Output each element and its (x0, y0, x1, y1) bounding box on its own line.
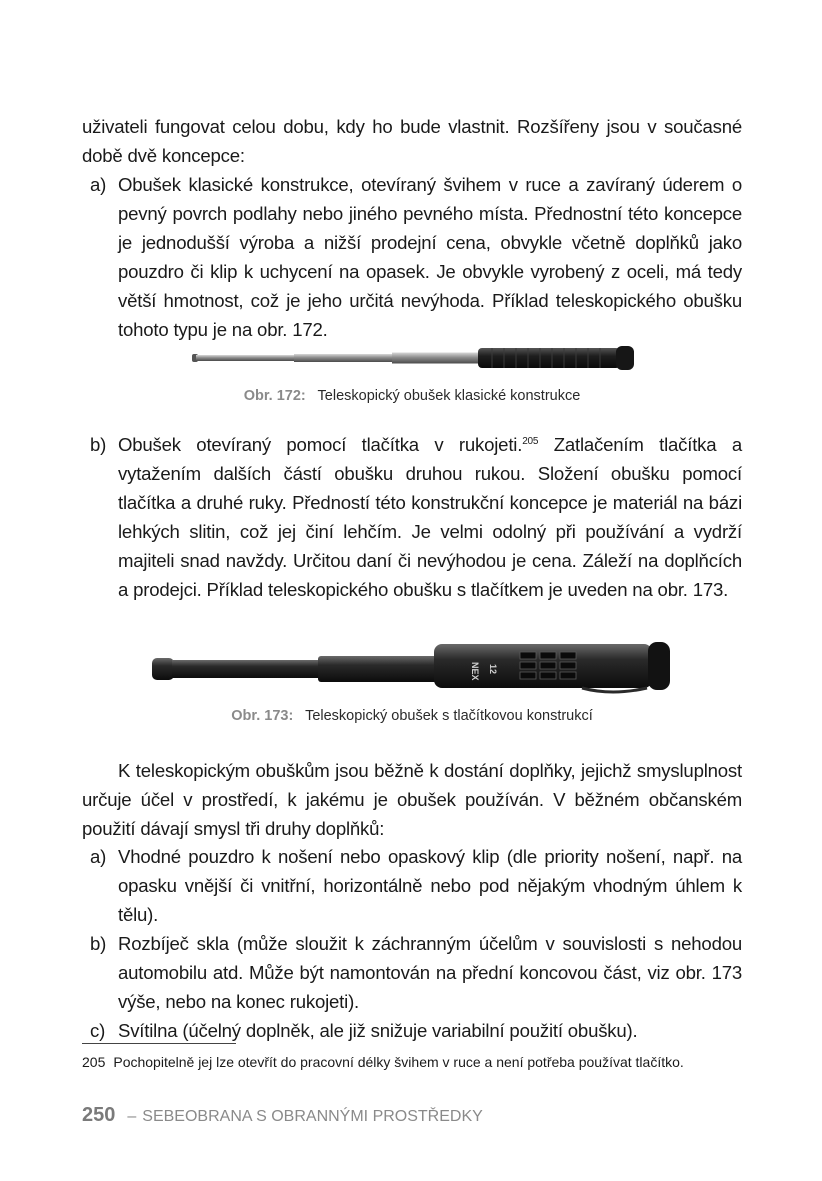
list-marker: a) (90, 846, 107, 867)
figure-caption-text: Teleskopický obušek klasické konstrukce (317, 388, 581, 404)
list-item (82, 842, 742, 929)
intro-text: uživateli fungovat celou dobu, kdy ho bude vlastnit. Rozšířeny jsou v současné době dvě koncepce: (82, 116, 742, 166)
list-item-text: Svítilna (účelný doplněk, ale již snižuje variabilní použití obušku). (118, 1020, 638, 1041)
list-item-text: Rozbíječ skla (může sloužit k záchranným účelům v souvislosti s nehodou automobilu atd. Může být namontován na přední koncovou část, viz obr. 173 výše, nebo na konec rukojeti). (118, 933, 742, 1012)
figure-caption-text: Teleskopický obušek s tlačítkovou konstrukcí (305, 708, 593, 724)
footnote-divider (82, 1043, 236, 1044)
button-baton-illustration (142, 630, 682, 700)
figure-label: Obr. 172: (243, 388, 306, 404)
footer-separator: – (127, 1108, 137, 1125)
list-item-text: Obušek otevíraný pomocí tlačítka v rukojeti. (118, 434, 523, 455)
page-number: 250 (82, 1104, 116, 1126)
list-item (82, 430, 742, 604)
page-footer (82, 1104, 483, 1127)
footnote (82, 1052, 742, 1072)
list-item-b-button (82, 430, 742, 604)
figure-173-caption (82, 708, 742, 724)
accessories-paragraph (82, 756, 742, 843)
figure-172-caption (82, 388, 742, 404)
figure-172-image (82, 334, 742, 380)
accessories-list (82, 842, 742, 1045)
list-item-text: Vhodné pouzdro k nošení nebo opaskový klip (dle priority nošení, např. na opasku vnější či vnitřní, horizontálně nebo pod nějakým vhodným úhlem k tělu). (118, 846, 742, 925)
list-marker: b) (90, 434, 107, 455)
list-item-a-classic (82, 170, 742, 344)
list-marker: a) (90, 174, 107, 195)
handle-size-text: 12 (488, 664, 498, 675)
handle-brand-text: NEX (470, 662, 480, 681)
list-item (82, 170, 742, 344)
footnote-text: Pochopitelně jej lze otevřít do pracovní délky švihem v ruce a není potřeba používat tlačítko. (113, 1054, 684, 1070)
figure-173-image (82, 630, 742, 700)
list-marker: c) (90, 1020, 106, 1041)
running-title: SEBEOBRANA S OBRANNÝMI PROSTŘEDKY (142, 1108, 483, 1125)
list-item (82, 1016, 742, 1045)
list-item-text-cont: Zatlačením tlačítka a vytažením dalších částí obušku druhou rukou. Složení obušku pomocí tlačítka a druhé ruky. Předností této konstrukční koncepce je materiál na bázi lehkých slitin, což jej činí lehčím. Je velmi odolný při používání a vydrží majiteli snad navždy. Určitou daní či nevýhodou je cena. Záleží na doplňcích a prodejci. Příklad teleskopického obušku s tlačítkem je uveden na obr. 173. (118, 434, 742, 600)
classic-baton-illustration (182, 334, 642, 380)
accessories-text: K teleskopickým obuškům jsou běžně k dostání doplňky, jejichž smysluplnost určuje účel v prostředí, k jakému je obušek používán. V běžném občanském použití dávají smysl tři druhy doplňků: (82, 760, 742, 839)
intro-paragraph (82, 112, 742, 170)
list-marker: b) (90, 933, 107, 954)
figure-label: Obr. 173: (231, 708, 294, 724)
list-item (82, 929, 742, 1016)
list-item-text: Obušek klasické konstrukce, otevíraný švihem v ruce a zavíraný úderem o pevný povrch podlahy nebo jiného pevného místa. Přednostní této koncepce je jednodušší výroba a nižší prodejní cena, obvykle včetně doplňků jako pouzdro či klip k uchycení na opasek. Je obvykle vyrobený z oceli, má tedy větší hmotnost, což je jeho určitá nevýhoda. Příklad teleskopického obušku tohoto typu je na obr. 172. (118, 174, 742, 340)
footnote-number: 205 (82, 1054, 106, 1070)
footnote-reference: 205 (522, 435, 539, 447)
